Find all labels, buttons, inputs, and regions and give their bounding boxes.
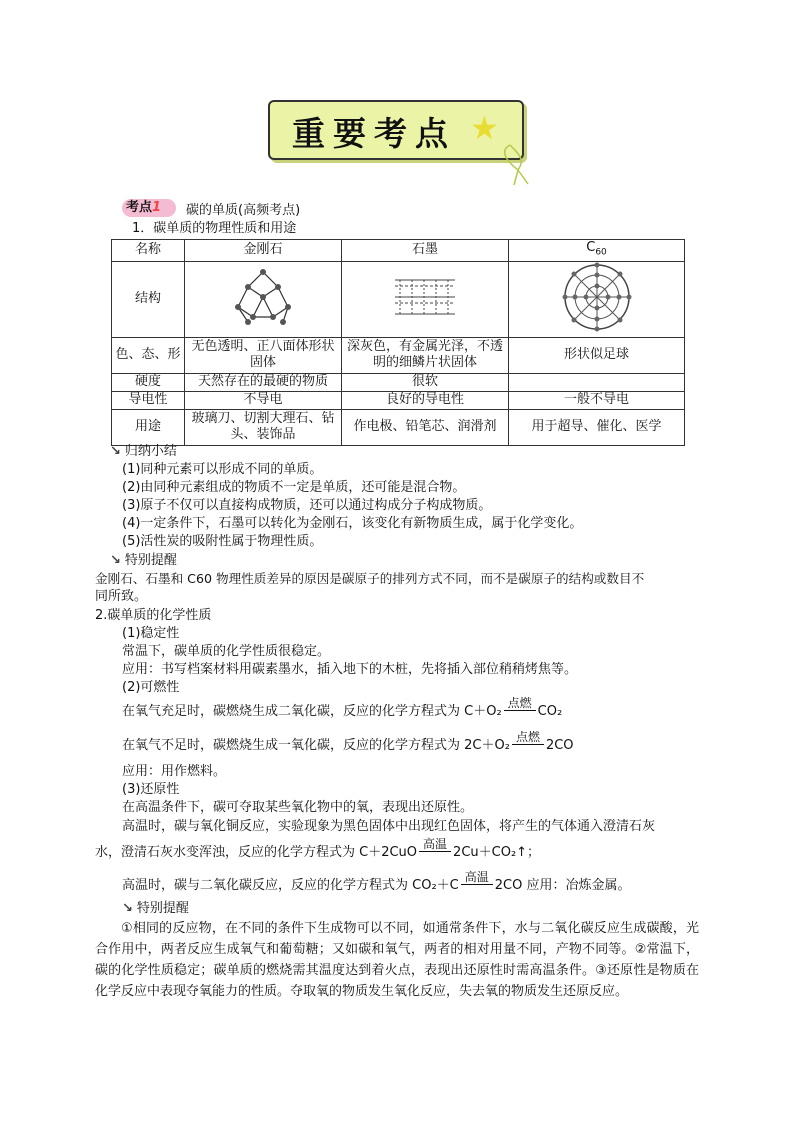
reaction-arrow [512, 730, 544, 749]
section2-title: 2.碳单质的化学性质 [95, 608, 212, 623]
properties-table [111, 239, 685, 446]
tip2-title: 特别提醒 [136, 901, 189, 916]
equation-product: CO₂ [537, 704, 563, 719]
combustion-equation-2 [122, 730, 574, 755]
table-header-cell-c60: $C_{60}$ [509, 240, 685, 262]
reaction-condition: 点燃 [512, 730, 544, 745]
graphite-structure-image [342, 261, 509, 337]
tip1-heading [110, 552, 177, 570]
tip2-text: ①相同的反应物，在不同的条件下生成物可以不同，如通常条件下，水与二氧化碳反应生成碳酸，光合作用中，两者反应生成氧气和葡萄糖；又如碳和氧气，两者的相对用量不同，产物不同等。②常温下，碳的化学性质稳定；碳单质的燃烧需其温度达到着火点，表现出还原性时需高温条件。③还原性是物质在化学反应中表现夺氧能力的性质。夺取氧的物质发生氧化反应，失去氧的物质发生还原反应。 [95, 921, 699, 999]
table-cell: 作电极、铅笔芯、润滑剂 [342, 409, 509, 445]
banner-title: 重要考点 [292, 114, 456, 153]
row-label: 结构 [112, 261, 185, 337]
reaction-arrow [461, 870, 493, 889]
stability-application: 应用：书写档案材料用碳素墨水，插入地下的木桩，先将插入部位稍稍烤焦等。 [122, 662, 578, 677]
reduction-line: 在高温条件下，碳可夺取某些氧化物中的氧，表现出还原性。 [122, 800, 474, 815]
star-icon: ★ [470, 109, 499, 147]
tip2-heading [122, 900, 189, 918]
reaction-arrow [504, 696, 536, 715]
title-banner [268, 100, 524, 160]
summary-item: (5)活性炭的吸附性属于物理性质。 [122, 534, 323, 549]
table-cell: 无色透明、正八面体形状固体 [185, 337, 342, 373]
section1-heading: 碳的单质(高频考点) [186, 203, 301, 218]
table-header-row [112, 240, 685, 262]
arrow-icon: ↘ [122, 901, 133, 916]
summary-item: (3)原子不仅可以直接构成物质，还可以通过构成分子构成物质。 [122, 498, 492, 513]
section1-sub: 1．碳单质的物理性质和用途 [132, 221, 297, 236]
table-cell: 形状似足球 [509, 337, 685, 373]
equation-text: 在氧气充足时，碳燃烧生成二氧化碳，反应的化学方程式为 C＋O₂ [122, 704, 502, 719]
summary-item: (2)由同种元素组成的物质不一定是单质，还可能是混合物。 [122, 480, 466, 495]
tip1-line1: 金刚石、石墨和 C60 物理性质差异的原因是碳原子的排列方式不同，而不是碳原子的结构或数目不 [95, 571, 645, 586]
tip1-line2: 同所致。 [95, 589, 148, 604]
topic-tag-label: 考点 [126, 200, 153, 215]
reaction-condition: 点燃 [504, 696, 536, 711]
topic-tag-number: 1 [152, 200, 162, 215]
table-cell: 很软 [342, 373, 509, 391]
c60-structure-image [509, 261, 685, 337]
equation-product: 2CO 应用：冶炼金属。 [494, 878, 631, 893]
reaction-arrow [419, 837, 451, 856]
table-header-cell: 名称 [112, 240, 185, 262]
table-cell: 良好的导电性 [342, 391, 509, 409]
stability-line: 常温下，碳单质的化学性质很稳定。 [122, 644, 331, 659]
equation-text: 高温时，碳与二氧化碳反应，反应的化学方程式为 CO₂＋C [122, 878, 459, 893]
table-cell: 深灰色，有金属光泽，不透明的细鳞片状固体 [342, 337, 509, 373]
diamond-structure-image [185, 261, 342, 337]
row-label: 硬度 [112, 373, 185, 391]
table-header-cell: 石墨 [342, 240, 509, 262]
reaction-condition: 高温 [461, 870, 493, 885]
reduction-line: 高温时，碳与氧化铜反应，实验现象为黑色固体中出现红色固体，将产生的气体通入澄清石灰 [122, 819, 656, 834]
summary-title: 归纳小结 [124, 444, 177, 459]
table-row [112, 391, 685, 409]
equation-text: 水，澄清石灰水变浑浊，反应的化学方程式为 C＋2CuO [95, 845, 418, 860]
row-label: 用途 [112, 409, 185, 445]
equation-text: 在氧气不足时，碳燃烧生成一氧化碳，反应的化学方程式为 2C＋O₂ [122, 738, 510, 753]
stability-title: (1)稳定性 [122, 626, 180, 641]
table-row [112, 373, 685, 391]
combustion-equation-1 [122, 696, 563, 721]
topic-tag [122, 199, 176, 217]
reduction-equation-2 [122, 870, 631, 895]
table-row [112, 409, 685, 445]
table-cell: 用于超导、催化、医学 [509, 409, 685, 445]
table-row [112, 337, 685, 373]
table-cell: 玻璃刀、切割大理石、钻头、装饰品 [185, 409, 342, 445]
equation-product: 2CO [545, 738, 574, 753]
summary-item: (1)同种元素可以形成不同的单质。 [122, 462, 323, 477]
combustion-title: (2)可燃性 [122, 680, 180, 695]
summary-item: (4)一定条件下，石墨可以转化为金刚石，该变化有新物质生成，属于化学变化。 [122, 516, 583, 531]
ribbon-icon [500, 140, 540, 190]
tip1-title: 特别提醒 [124, 553, 177, 568]
table-row [112, 261, 685, 337]
equation-product: 2Cu＋CO₂↑； [453, 845, 541, 860]
reduction-equation-1 [95, 837, 541, 862]
table-cell [509, 373, 685, 391]
table-cell: 天然存在的最硬的物质 [185, 373, 342, 391]
arrow-icon: ↘ [110, 553, 121, 568]
reduction-title: (3)还原性 [122, 782, 180, 797]
table-cell: 不导电 [185, 391, 342, 409]
table-header-cell: 金刚石 [185, 240, 342, 262]
reaction-condition: 高温 [419, 837, 451, 852]
row-label: 色、态、形 [112, 337, 185, 373]
row-label: 导电性 [112, 391, 185, 409]
summary-heading [110, 443, 177, 461]
table-cell: 一般不导电 [509, 391, 685, 409]
combustion-application: 应用：用作燃料。 [122, 764, 227, 779]
arrow-icon: ↘ [110, 444, 121, 459]
